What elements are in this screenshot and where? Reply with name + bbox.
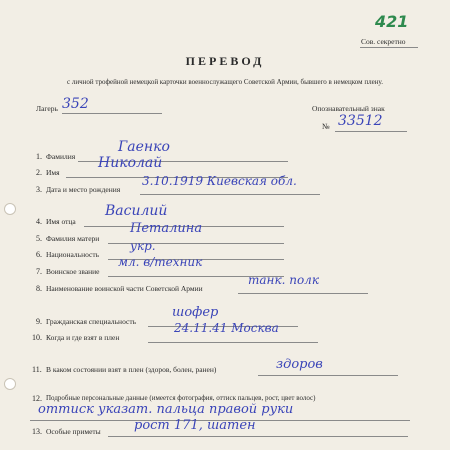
ident-value: 33512 — [338, 113, 383, 129]
field-3-label: Дата и место рождения — [46, 185, 121, 194]
field-12-label: Подробные персональные данные (имеется фотография, оттиск пальцев, рост, цвет волос) — [46, 394, 316, 402]
field-5-number: 5. — [36, 234, 42, 243]
field-11-number: 11. — [32, 365, 42, 374]
field-3-value: 3.10.1919 Киевская обл. — [142, 174, 297, 188]
classification-underline — [360, 47, 418, 48]
ident-prefix: № — [322, 122, 330, 131]
document-subtitle: с личной трофейной немецкой карточки военнослужащего Советской Армии, бывшего в немецком плену. — [67, 78, 383, 86]
punch-hole-top — [4, 203, 16, 215]
classification-mark: Сов. секретно — [361, 37, 406, 46]
field-6-number: 6. — [36, 250, 42, 259]
field-7-number: 7. — [36, 267, 42, 276]
field-13-line — [108, 436, 408, 437]
field-12-number: 12. — [32, 394, 42, 403]
field-7-value: мл. в/техник — [118, 255, 203, 269]
field-1-label: Фамилия — [46, 152, 76, 161]
field-2-number: 2. — [36, 168, 42, 177]
field-8-line — [238, 293, 368, 294]
field-7-label: Воинское звание — [46, 267, 100, 276]
field-13-value: рост 171, шатен — [134, 418, 256, 433]
field-5-value: Петалина — [130, 221, 203, 236]
ident-line — [335, 131, 407, 132]
field-11-line — [258, 375, 398, 376]
field-6-value: укр. — [130, 239, 156, 253]
camp-line — [62, 113, 162, 114]
field-6-label: Национальность — [46, 250, 100, 259]
field-1-value: Гаенко — [118, 139, 170, 155]
field-11-label: В каком состоянии взят в плен (здоров, болен, ранен) — [46, 365, 217, 374]
field-8-number: 8. — [36, 284, 42, 293]
ident-label: Опознавательный знак — [312, 104, 385, 113]
field-4-label: Имя отца — [46, 217, 76, 226]
field-3-number: 3. — [36, 185, 42, 194]
field-1-number: 1. — [36, 152, 42, 161]
field-3-line — [140, 194, 320, 195]
field-2-label: Имя — [46, 168, 60, 177]
field-4-value: Василий — [105, 203, 168, 219]
field-13-number: 13. — [32, 427, 42, 436]
field-10-number: 10. — [32, 333, 42, 342]
punch-hole-bottom — [4, 378, 16, 390]
field-10-label: Когда и где взят в плен — [46, 333, 120, 342]
field-2-value: Николай — [98, 155, 163, 171]
field-9-label: Гражданская специальность — [46, 317, 137, 326]
field-9-value: шофер — [172, 305, 219, 320]
field-4-number: 4. — [36, 217, 42, 226]
camp-value: 352 — [62, 96, 89, 112]
field-8-value: танк. полк — [248, 273, 319, 287]
field-5-label: Фамилия матери — [46, 234, 100, 243]
archive-number: 421 — [375, 12, 409, 31]
camp-label: Лагерь — [36, 104, 58, 113]
field-10-value: 24.11.41 Москва — [174, 321, 279, 335]
field-11-value: здоров — [276, 357, 323, 372]
field-9-number: 9. — [36, 317, 42, 326]
document-title: ПЕРЕВОД — [185, 54, 265, 68]
field-13-label: Особые приметы — [46, 427, 101, 436]
field-10-line — [148, 342, 318, 343]
field-12-value: оттиск указат. пальца правой руки — [38, 402, 294, 417]
field-8-label: Наименование воинской части Советской Армии — [46, 284, 203, 293]
